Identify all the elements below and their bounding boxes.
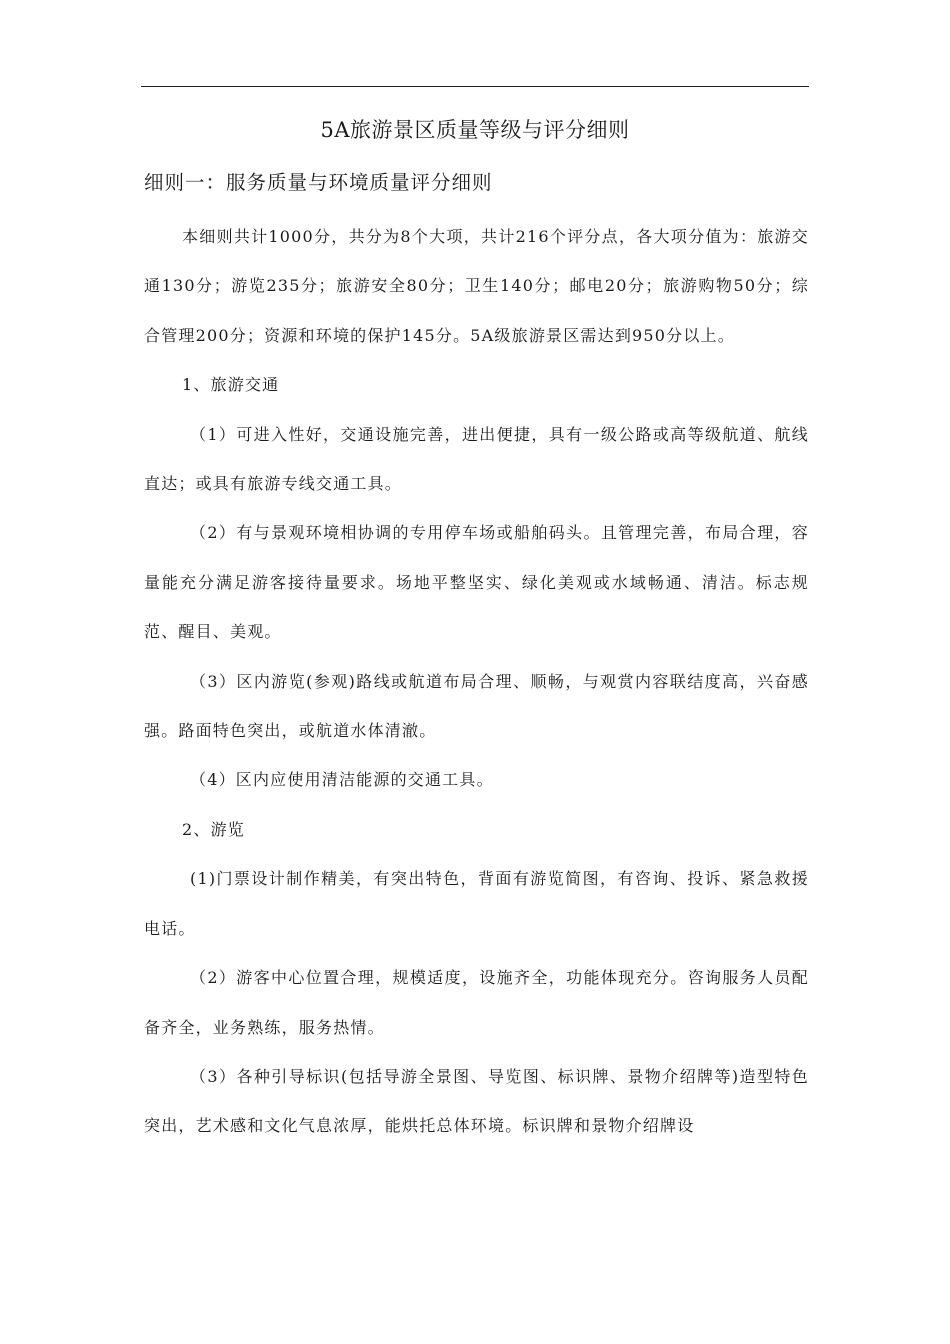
- subsection-heading-touring: 2、游览: [182, 819, 245, 839]
- touring-item-2: （2）游客中心位置合理，规模适度，设施齐全，功能体现充分。咨询服务人员配备齐全，业务熟练，服务热情。: [144, 968, 809, 1037]
- touring-item-1: (1)门票设计制作精美，有突出特色，背面有游览简图，有咨询、投诉、紧急救援电话。: [144, 869, 809, 938]
- transport-item-1: （1）可进入性好，交通设施完善，进出便捷，具有一级公路或高等级航道、航线直达；或具有旅游专线交通工具。: [144, 424, 809, 494]
- intro-paragraph: 本细则共计1000分，共分为8个大项，共计216个评分点，各大项分值为：旅游交通130分；游览235分；旅游安全80分；卫生140分；邮电20分；旅游购物50分；综合管理200分；资源和环境的保护145分。5A级旅游景区需达到950分以上。: [144, 227, 809, 345]
- touring-item-3: （3）各种引导标识(包括导游全景图、导览图、标识牌、景物介绍牌等)造型特色突出，艺术感和文化气息浓厚，能烘托总体环境。标识牌和景物介绍牌设: [144, 1066, 809, 1136]
- transport-item-2: （2）有与景观环境相协调的专用停车场或船舶码头。且管理完善，布局合理，容量能充分满足游客接待量要求。场地平整坚实、绿化美观或水域畅通、清洁。标志规范、醒目、美观。: [144, 523, 809, 642]
- document-title: 5A旅游景区质量等级与评分细则: [320, 118, 630, 142]
- transport-item-4: （4）区内应使用清洁能源的交通工具。: [190, 770, 494, 790]
- header-rule: [141, 86, 809, 87]
- section-heading: 细则一：服务质量与环境质量评分细则: [144, 171, 493, 194]
- transport-item-3: （3）区内游览(参观)路线或航道布局合理、顺畅，与观赏内容联结度高，兴奋感强。路面特色突出，或航道水体清澈。: [144, 671, 809, 741]
- subsection-heading-transport: 1、旅游交通: [182, 375, 280, 395]
- document-body: [144, 212, 809, 1151]
